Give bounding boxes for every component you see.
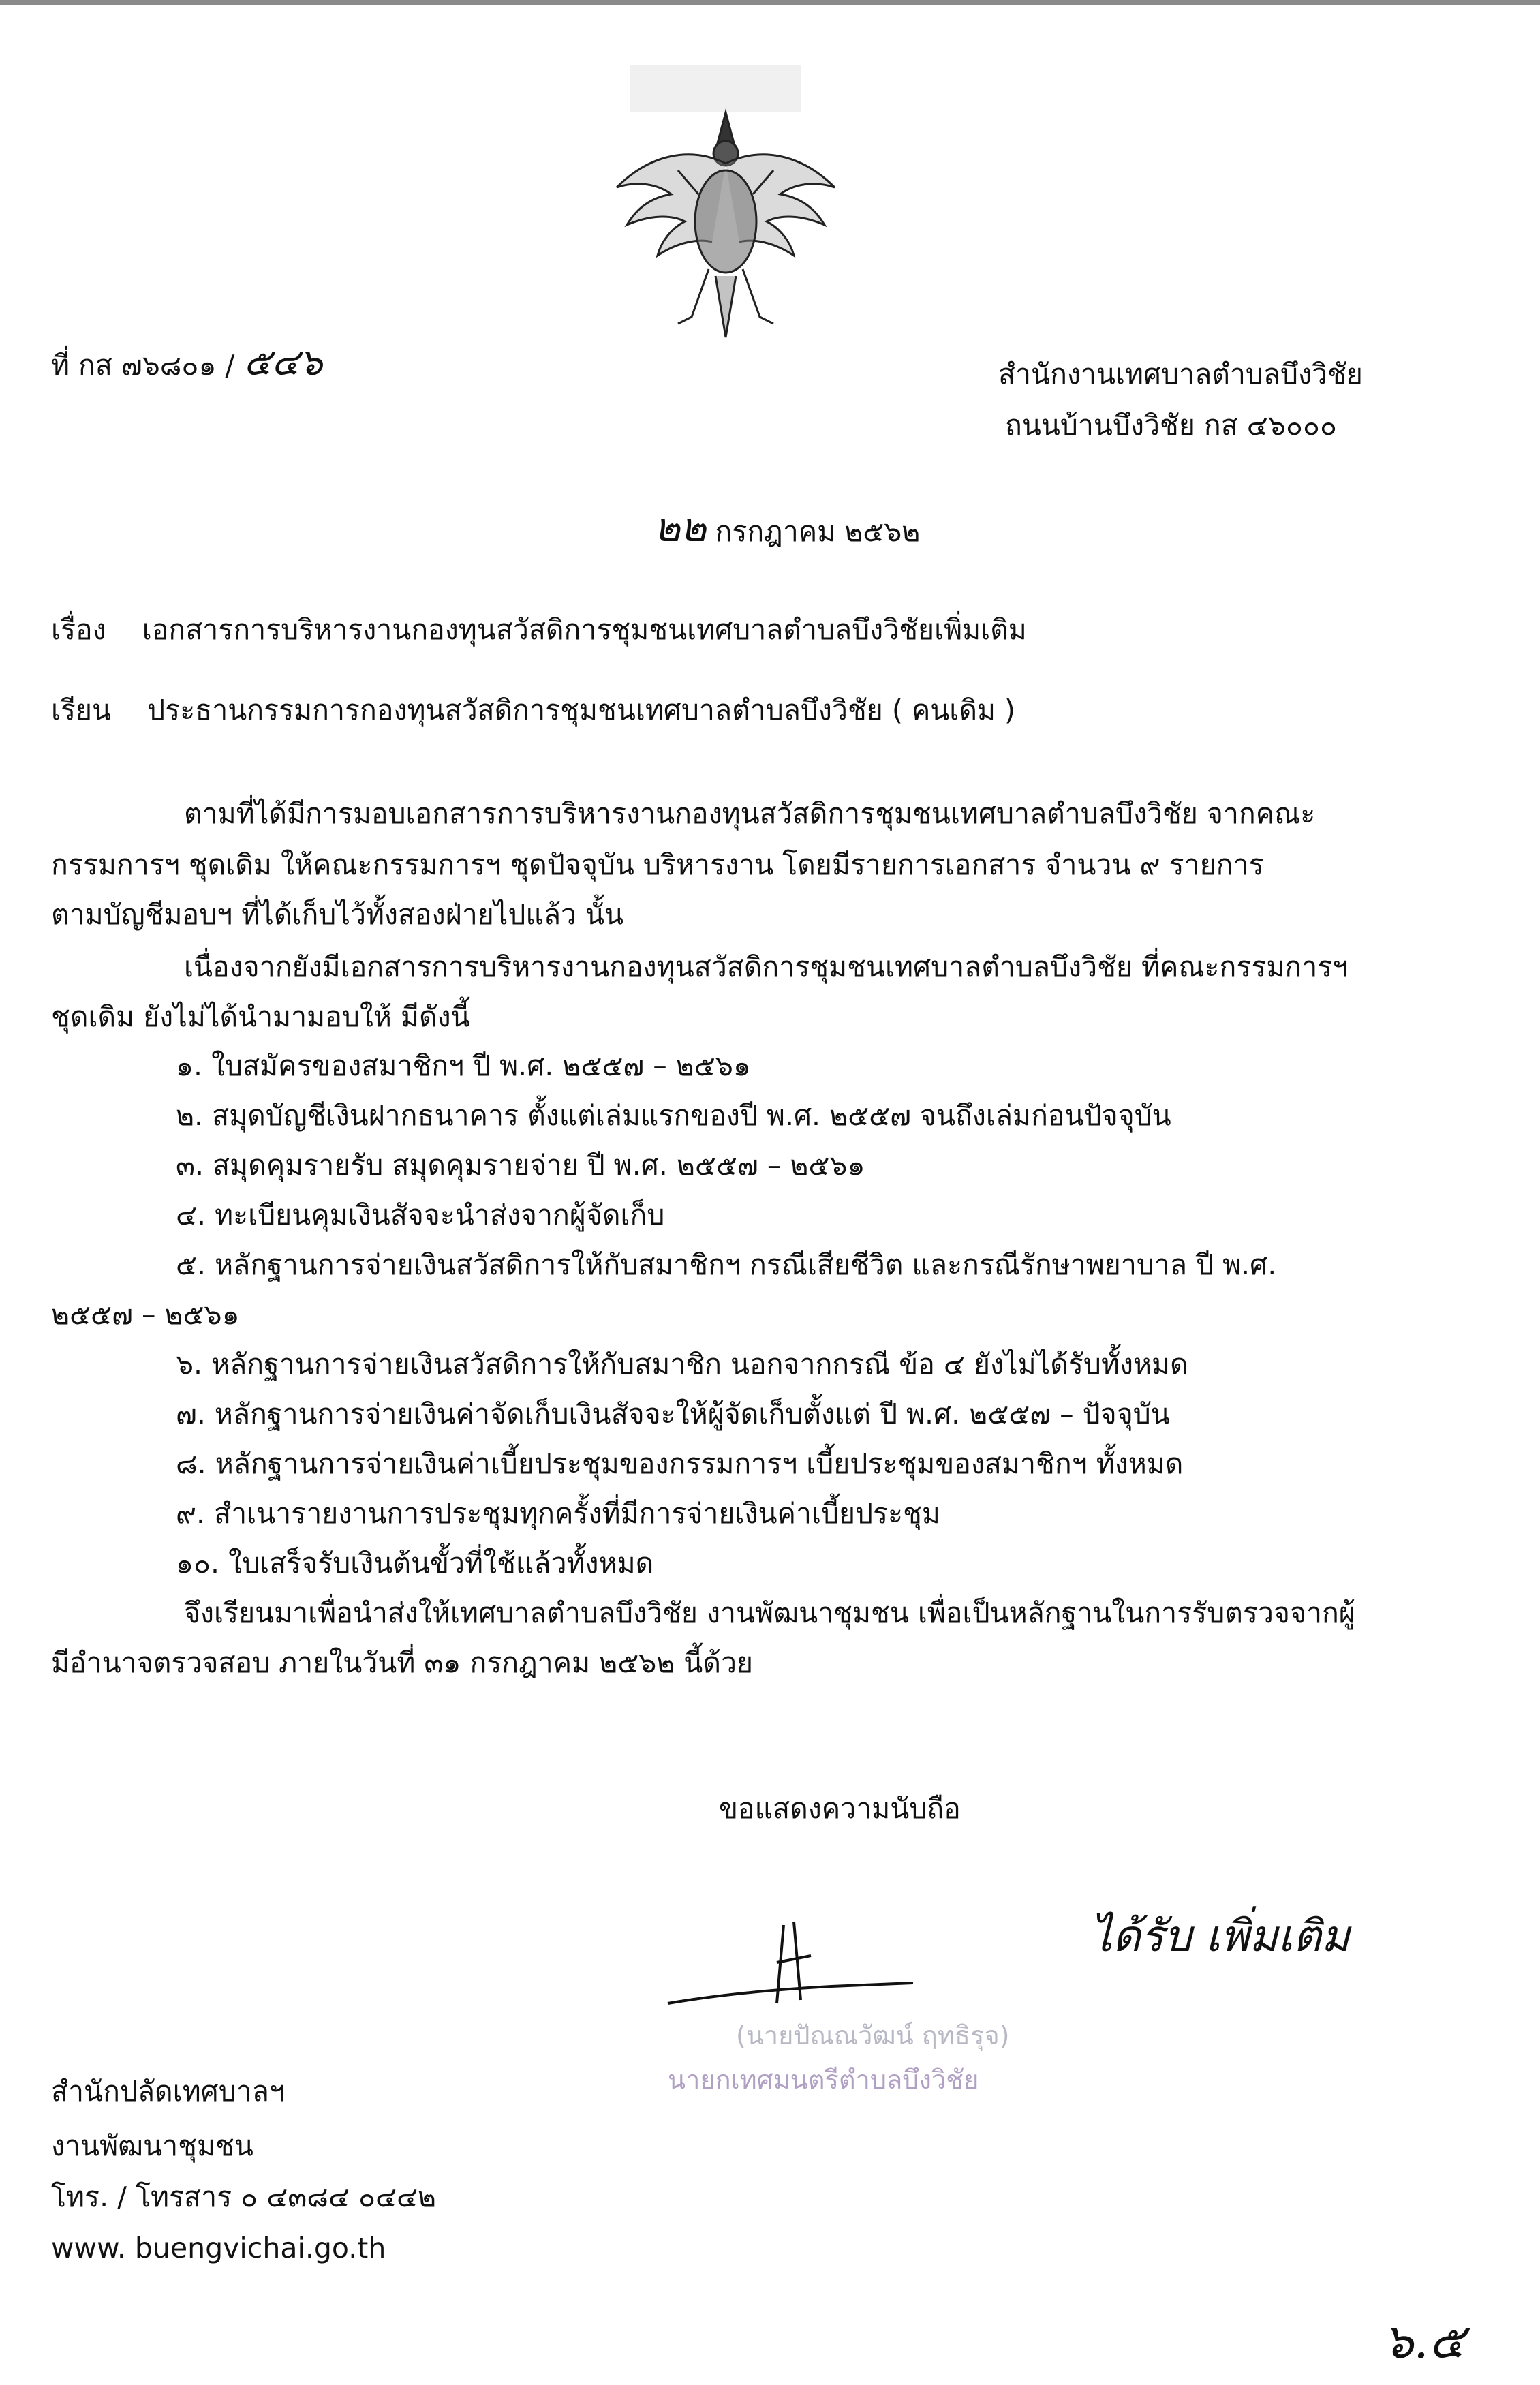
recipient-text: ประธานกรรมการกองทุนสวัสดิการชุมชนเทศบาลตำบลบึงวิชัย ( คนเดิม ) [147,694,1016,726]
recipient-line [51,694,1015,727]
office-name: สำนักงานเทศบาลตำบลบึงวิชัย [998,358,1363,390]
signature [661,1908,920,2031]
office-address: ถนนบ้านบึงวิชัย กส ๔๖๐๐๐ [1005,409,1337,442]
footer-section: งานพัฒนาชุมชน [51,2129,253,2162]
reference-handwritten: ๕๔๖ [243,341,323,384]
corner-mark: ๖.๕ [1383,2313,1465,2369]
date-day-handwritten: ๒๒ [654,504,707,551]
handwritten-note: ได้รับ เพิ่มเติม [1090,1911,1350,1962]
list-item-continuation: ๒๕๕๗ – ๒๕๖๑ [51,1298,240,1331]
subject-text: เอกสารการบริหารงานกองทุนสวัสดิการชุมชนเทศบาลตำบลบึงวิชัยเพิ่มเติม [142,613,1027,646]
signatory-name: (นายปัณณวัฒน์ ฤทธิรุจ) [736,2020,1010,2050]
garuda-emblem [589,51,862,351]
paragraph-2-line-1: เนื่องจากยังมีเอกสารการบริหารงานกองทุนสวัสดิการชุมชนเทศบาลตำบลบึงวิชัย ที่คณะกรรมการฯ [184,951,1349,983]
paragraph-1-line-2: กรรมการฯ ชุดเดิม ให้คณะกรรมการฯ ชุดปัจจุบัน บริหารงาน โดยมีรายการเอกสาร จำนวน ๙ รายการ [51,848,1264,881]
subject-label: เรื่อง [51,613,106,646]
list-item: ๑. ใบสมัครของสมาชิกฯ ปี พ.ศ. ๒๕๕๗ – ๒๕๖๑ [176,1049,751,1082]
list-item: ๒. สมุดบัญชีเงินฝากธนาคาร ตั้งแต่เล่มแรกของปี พ.ศ. ๒๕๕๗ จนถึงเล่มก่อนปัจจุบัน [176,1099,1171,1132]
list-item: ๙. สำเนารายงานการประชุมทุกครั้งที่มีการจ่ายเงินค่าเบี้ยประชุม [176,1497,940,1530]
list-item: ๘. หลักฐานการจ่ายเงินค่าเบี้ยประชุมของกรรมการฯ เบี้ยประชุมของสมาชิกฯ ทั้งหมด [176,1447,1184,1480]
closing-text: ขอแสดงความนับถือ [719,1792,961,1825]
paragraph-1-line-3: ตามบัญชีมอบฯ ที่ได้เก็บไว้ทั้งสองฝ่ายไปแล้ว นั้น [51,898,624,931]
list-item: ๖. หลักฐานการจ่ายเงินสวัสดิการให้กับสมาชิก นอกจากกรณี ข้อ ๔ ยังไม่ได้รับทั้งหมด [176,1348,1188,1381]
signatory-position: นายกเทศมนตรีตำบลบึงวิชัย [668,2065,979,2095]
list-item: ๑๐. ใบเสร็จรับเงินต้นขั้วที่ใช้แล้วทั้งหมด [176,1547,654,1580]
list-item: ๔. ทะเบียนคุมเงินสัจจะนำส่งจากผู้จัดเก็บ [176,1199,665,1231]
subject-line [51,613,1027,647]
paragraph-3-line-2: มีอำนาจตรวจสอบ ภายในวันที่ ๓๑ กรกฎาคม ๒๕๖๒ นี้ด้วย [51,1646,754,1679]
list-item: ๓. สมุดคุมรายรับ สมุดคุมรายจ่าย ปี พ.ศ. ๒๕๕๗ – ๒๕๖๑ [176,1149,865,1182]
paragraph-2-line-2: ชุดเดิม ยังไม่ได้นำมามอบให้ มีดังนี้ [51,1000,470,1033]
scan-top-edge [0,0,1540,5]
footer-phone: โทร. / โทรสาร ๐ ๔๓๘๔ ๐๔๔๒ [51,2181,437,2213]
list-item: ๕. หลักฐานการจ่ายเงินสวัสดิการให้กับสมาชิกฯ กรณีเสียชีวิต และกรณีรักษาพยาบาล ปี พ.ศ. [176,1248,1277,1281]
paragraph-3-line-1: จึงเรียนมาเพื่อนำส่งให้เทศบาลตำบลบึงวิชัย งานพัฒนาชุมชน เพื่อเป็นหลักฐานในการรับตรวจจากผู้ [184,1597,1355,1629]
paragraph-1-line-1: ตามที่ได้มีการมอบเอกสารการบริหารงานกองทุนสวัสดิการชุมชนเทศบาลตำบลบึงวิชัย จากคณะ [184,797,1316,830]
footer-department: สำนักปลัดเทศบาลฯ [51,2075,285,2108]
footer-website: www. buengvichai.go.th [51,2232,386,2264]
reference-number: ที่ กส ๗๖๘๐๑ / ๕๔๖ [51,341,323,384]
document-date: ๒๒ กรกฎาคม ๒๕๖๒ [654,504,921,551]
list-item: ๗. หลักฐานการจ่ายเงินค่าจัดเก็บเงินสัจจะให้ผู้จัดเก็บตั้งแต่ ปี พ.ศ. ๒๕๕๗ – ปัจจุบัน [176,1398,1170,1430]
recipient-label: เรียน [51,694,112,726]
